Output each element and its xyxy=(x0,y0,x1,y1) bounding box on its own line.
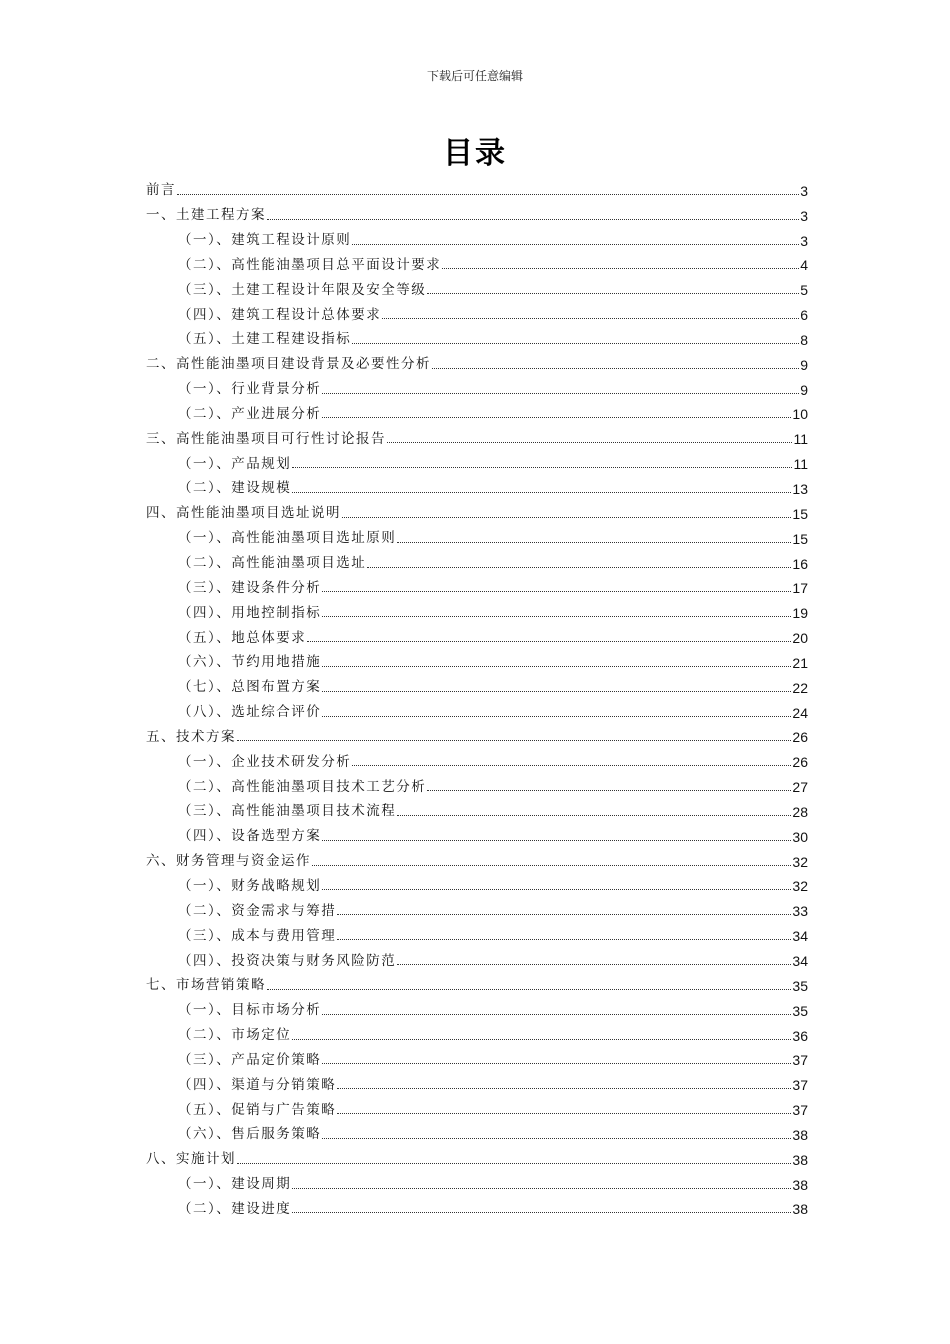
toc-dot-leader xyxy=(322,615,791,617)
toc-dot-leader xyxy=(352,342,799,344)
toc-dot-leader xyxy=(337,938,791,940)
toc-dot-leader xyxy=(322,715,791,717)
toc-dot-leader xyxy=(337,1087,791,1089)
toc-entry-page-number: 38 xyxy=(792,1126,808,1143)
toc-entry[interactable] xyxy=(146,872,808,897)
toc-entry-label: （四）、用地控制指标 xyxy=(178,604,322,621)
toc-entry-page-number: 5 xyxy=(800,282,808,299)
toc-entry-label: （二）、高性能油墨项目选址 xyxy=(178,555,367,571)
toc-entry-label: （七）、总图布置方案 xyxy=(178,679,322,696)
toc-entry[interactable] xyxy=(146,350,808,375)
toc-dot-leader xyxy=(292,1187,791,1189)
toc-dot-leader xyxy=(322,888,791,890)
toc-entry-label: （二）、市场定位 xyxy=(178,1027,292,1044)
toc-entry[interactable] xyxy=(146,772,808,797)
toc-dot-leader xyxy=(237,739,791,741)
toc-entry-page-number: 32 xyxy=(792,878,808,895)
toc-entry[interactable] xyxy=(146,747,808,772)
toc-entry-label: （一）、行业背景分析 xyxy=(178,381,322,398)
toc-entry[interactable] xyxy=(146,375,808,400)
toc-entry[interactable] xyxy=(146,723,808,748)
toc-dot-leader xyxy=(342,516,791,518)
toc-entry-page-number: 20 xyxy=(792,630,808,647)
toc-dot-leader xyxy=(322,416,791,418)
toc-dot-leader xyxy=(387,441,792,443)
toc-entry[interactable] xyxy=(146,623,808,648)
toc-entry-page-number: 9 xyxy=(800,356,808,373)
toc-entry-label: 前言 xyxy=(146,182,176,199)
toc-entry[interactable] xyxy=(146,1195,808,1220)
toc-entry-label: （一）、建设周期 xyxy=(178,1176,292,1193)
toc-dot-leader xyxy=(292,466,792,468)
toc-entry-page-number: 11 xyxy=(793,431,808,448)
toc-entry-label: （二）、产业进展分析 xyxy=(178,405,322,422)
toc-entry-page-number: 34 xyxy=(792,928,808,945)
toc-entry-page-number: 37 xyxy=(792,1102,808,1119)
toc-entry[interactable] xyxy=(146,275,808,300)
toc-entry-label: （三）、高性能油墨项目技术流程 xyxy=(178,803,397,820)
toc-entry-page-number: 37 xyxy=(792,1077,808,1094)
toc-entry-label: 四、高性能油墨项目选址说明 xyxy=(146,505,341,522)
toc-dot-leader xyxy=(322,690,791,692)
toc-dot-leader xyxy=(322,1062,791,1064)
toc-entry-label: （二）、建设规模 xyxy=(178,480,292,497)
toc-entry-label: 五、技术方案 xyxy=(146,728,236,745)
toc-entry-label: 三、高性能油墨项目可行性讨论报告 xyxy=(146,430,386,447)
toc-entry-label: （二）、高性能油墨项目总平面设计要求 xyxy=(178,256,442,273)
toc-entry[interactable] xyxy=(146,226,808,251)
toc-dot-leader xyxy=(307,640,791,642)
toc-entry[interactable] xyxy=(146,449,808,474)
toc-entry[interactable] xyxy=(146,996,808,1021)
toc-entry-label: （五）、地总体要求 xyxy=(178,629,307,646)
toc-dot-leader xyxy=(292,1211,791,1213)
toc-dot-leader xyxy=(322,665,791,667)
toc-entry[interactable] xyxy=(146,971,808,996)
toc-entry[interactable] xyxy=(146,574,808,599)
toc-entry-label: （二）、资金需求与筹措 xyxy=(178,902,337,919)
toc-entry-page-number: 38 xyxy=(792,1151,808,1168)
toc-entry-page-number: 33 xyxy=(792,903,808,920)
toc-entry-page-number: 17 xyxy=(792,580,808,597)
toc-entry-page-number: 15 xyxy=(792,530,808,547)
toc-entry-label: （三）、土建工程设计年限及安全等级 xyxy=(178,281,427,298)
toc-entry[interactable] xyxy=(146,176,808,201)
toc-entry-label: 八、实施计划 xyxy=(146,1151,236,1168)
toc-dot-leader xyxy=(337,913,791,915)
toc-entry-label: （四）、投资决策与财务风险防范 xyxy=(178,952,397,969)
toc-entry-label: （六）、节约用地措施 xyxy=(178,654,322,671)
toc-dot-leader xyxy=(322,1137,791,1139)
toc-dot-leader xyxy=(292,1038,791,1040)
toc-entry-page-number: 27 xyxy=(792,779,808,796)
toc-entry[interactable] xyxy=(146,921,808,946)
toc-dot-leader xyxy=(397,963,791,965)
toc-entry[interactable] xyxy=(146,797,808,822)
toc-entry-page-number: 22 xyxy=(792,679,808,696)
toc-entry[interactable] xyxy=(146,1120,808,1145)
toc-entry-page-number: 38 xyxy=(792,1176,808,1193)
toc-entry[interactable] xyxy=(146,300,808,325)
toc-dot-leader xyxy=(322,839,791,841)
toc-entry-label: 二、高性能油墨项目建设背景及必要性分析 xyxy=(146,356,431,373)
toc-entry-label: （四）、建筑工程设计总体要求 xyxy=(178,306,382,323)
toc-dot-leader xyxy=(292,491,791,493)
toc-dot-leader xyxy=(177,193,799,195)
toc-entry-page-number: 28 xyxy=(792,803,808,820)
toc-entry-label: （一）、建筑工程设计原则 xyxy=(178,232,352,249)
toc-entry-page-number: 34 xyxy=(792,953,808,969)
toc-entry-page-number: 8 xyxy=(800,331,808,348)
toc-entry[interactable] xyxy=(146,1145,808,1170)
toc-entry-page-number: 3 xyxy=(800,207,808,224)
toc-dot-leader xyxy=(312,864,791,866)
toc-entry[interactable] xyxy=(146,325,808,350)
toc-entry-label: （一）、产品规划 xyxy=(178,455,292,472)
toc-entry[interactable] xyxy=(146,822,808,847)
toc-entry-page-number: 3 xyxy=(800,182,808,199)
toc-entry-page-number: 26 xyxy=(792,754,808,771)
toc-dot-leader xyxy=(352,243,799,245)
toc-entry[interactable] xyxy=(146,474,808,499)
toc-entry[interactable] xyxy=(146,499,808,524)
toc-entry[interactable] xyxy=(146,598,808,623)
toc-entry-page-number: 4 xyxy=(800,257,808,274)
toc-entry-label: 七、市场营销策略 xyxy=(146,977,266,994)
toc-entry-page-number: 35 xyxy=(792,977,808,994)
toc-entry-label: （六）、售后服务策略 xyxy=(178,1126,322,1143)
toc-dot-leader xyxy=(367,566,791,568)
toc-entry-label: （二）、高性能油墨项目技术工艺分析 xyxy=(178,778,427,795)
toc-entry[interactable] xyxy=(146,673,808,698)
toc-entry[interactable] xyxy=(146,201,808,226)
table-of-contents xyxy=(146,176,808,1219)
toc-entry-page-number: 32 xyxy=(792,853,808,870)
toc-dot-leader xyxy=(382,317,799,319)
toc-entry[interactable] xyxy=(146,648,808,673)
toc-entry-label: （二）、建设进度 xyxy=(178,1200,292,1217)
toc-entry[interactable] xyxy=(146,946,808,971)
toc-entry-page-number: 16 xyxy=(792,555,808,572)
toc-dot-leader xyxy=(322,590,791,592)
toc-entry-label: （八）、选址综合评价 xyxy=(178,704,322,721)
toc-entry[interactable] xyxy=(146,1095,808,1120)
toc-entry-label: （一）、目标市场分析 xyxy=(178,1002,322,1019)
toc-entry[interactable] xyxy=(146,896,808,921)
toc-entry-label: 一、土建工程方案 xyxy=(146,207,266,224)
toc-entry[interactable] xyxy=(146,1021,808,1046)
toc-entry[interactable] xyxy=(146,847,808,872)
toc-entry-label: （四）、设备选型方案 xyxy=(178,828,322,845)
toc-entry-label: （三）、成本与费用管理 xyxy=(178,927,337,944)
toc-entry-page-number: 26 xyxy=(792,729,808,746)
toc-entry-label: 六、财务管理与资金运作 xyxy=(146,853,311,870)
toc-entry-label: （三）、建设条件分析 xyxy=(178,579,322,596)
toc-entry[interactable] xyxy=(146,1170,808,1195)
toc-entry-label: （一）、财务战略规划 xyxy=(178,877,322,894)
toc-entry[interactable] xyxy=(146,1070,808,1095)
toc-entry-page-number: 24 xyxy=(792,704,808,721)
toc-dot-leader xyxy=(432,367,799,369)
page-title: 目录 xyxy=(443,136,507,171)
toc-entry-label: （五）、促销与广告策略 xyxy=(178,1101,337,1118)
page-header: 下载后可任意编辑 xyxy=(426,69,523,83)
toc-dot-leader xyxy=(397,814,791,816)
toc-dot-leader xyxy=(397,541,791,543)
toc-entry-page-number: 37 xyxy=(792,1052,808,1069)
toc-dot-leader xyxy=(337,1112,791,1114)
toc-entry-page-number: 11 xyxy=(793,456,808,473)
toc-dot-leader xyxy=(322,1013,791,1015)
toc-entry[interactable] xyxy=(146,549,808,574)
toc-entry-page-number: 36 xyxy=(792,1027,808,1044)
toc-entry[interactable] xyxy=(146,1046,808,1071)
toc-dot-leader xyxy=(267,218,799,220)
toc-entry[interactable] xyxy=(146,424,808,449)
toc-entry-page-number: 30 xyxy=(792,828,808,845)
toc-dot-leader xyxy=(427,789,791,791)
toc-entry-label: （五）、土建工程建设指标 xyxy=(178,331,352,348)
toc-entry[interactable] xyxy=(146,698,808,723)
toc-entry-label: （三）、产品定价策略 xyxy=(178,1051,322,1068)
toc-entry-page-number: 19 xyxy=(792,605,808,622)
toc-dot-leader xyxy=(267,988,791,990)
toc-entry[interactable] xyxy=(146,400,808,425)
toc-dot-leader xyxy=(237,1162,791,1164)
toc-entry[interactable] xyxy=(146,251,808,276)
toc-entry-page-number: 15 xyxy=(792,505,808,522)
toc-entry[interactable] xyxy=(146,524,808,549)
toc-dot-leader xyxy=(427,292,799,294)
toc-dot-leader xyxy=(322,392,799,394)
toc-entry-page-number: 35 xyxy=(792,1002,808,1019)
toc-entry-page-number: 9 xyxy=(800,381,808,398)
toc-dot-leader xyxy=(352,764,791,766)
toc-entry-page-number: 10 xyxy=(792,406,808,423)
toc-entry-label: （一）、高性能油墨项目选址原则 xyxy=(178,530,397,547)
toc-entry-page-number: 13 xyxy=(792,480,808,497)
toc-entry-label: （一）、企业技术研发分析 xyxy=(178,753,352,770)
toc-entry-page-number: 3 xyxy=(800,232,808,249)
toc-entry-page-number: 38 xyxy=(792,1201,808,1218)
toc-dot-leader xyxy=(442,267,799,269)
toc-entry-page-number: 6 xyxy=(800,307,808,324)
toc-entry-page-number: 21 xyxy=(792,654,808,671)
toc-entry-label: （四）、渠道与分销策略 xyxy=(178,1076,337,1093)
